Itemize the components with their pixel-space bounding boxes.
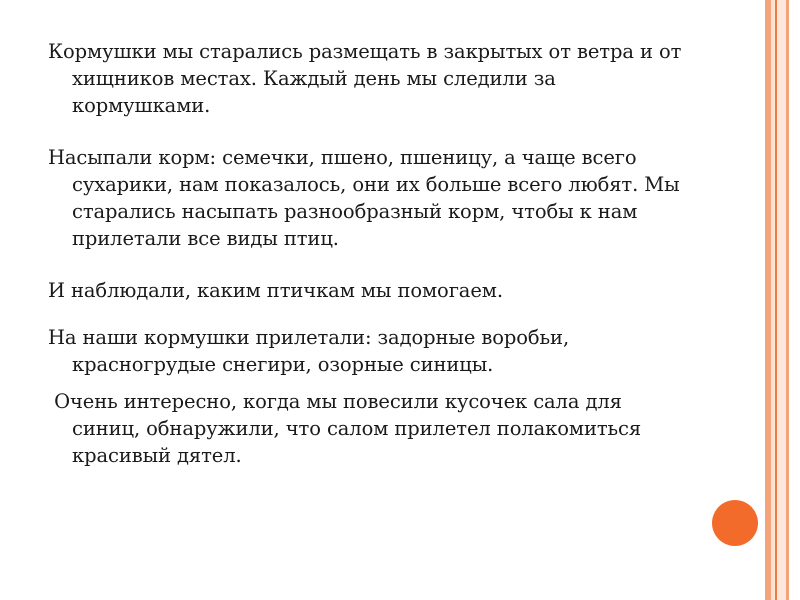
slide-text-body xyxy=(48,38,688,469)
paragraph-observation: И наблюдали, каким птичкам мы помогаем. xyxy=(48,279,503,302)
paragraph-feeders-placement: Кормушки мы старались размещать в закрытых от ветра и от хищников местах. Каждый день мы следили за кормушками. xyxy=(48,40,682,117)
paragraph-feed-types: Насыпали корм: семечки, пшено, пшеницу, а чаще всего сухарики, нам показалось, они их больше всего любят. Мы старались насыпать разнообразный корм, чтобы к нам прилетали все виды птиц. xyxy=(48,146,680,250)
paragraph-visiting-birds: На наши кормушки прилетали: задорные воробьи, красногрудые снегири, озорные синицы. xyxy=(48,326,570,376)
paragraph-woodpecker: Очень интересно, когда мы повесили кусочек сала для синиц, обнаружили, что салом прилетел полакомиться красивый дятел. xyxy=(48,390,648,467)
right-border-margin xyxy=(789,0,800,600)
right-border-stripe xyxy=(777,0,786,600)
orange-circle-decoration xyxy=(712,500,758,546)
